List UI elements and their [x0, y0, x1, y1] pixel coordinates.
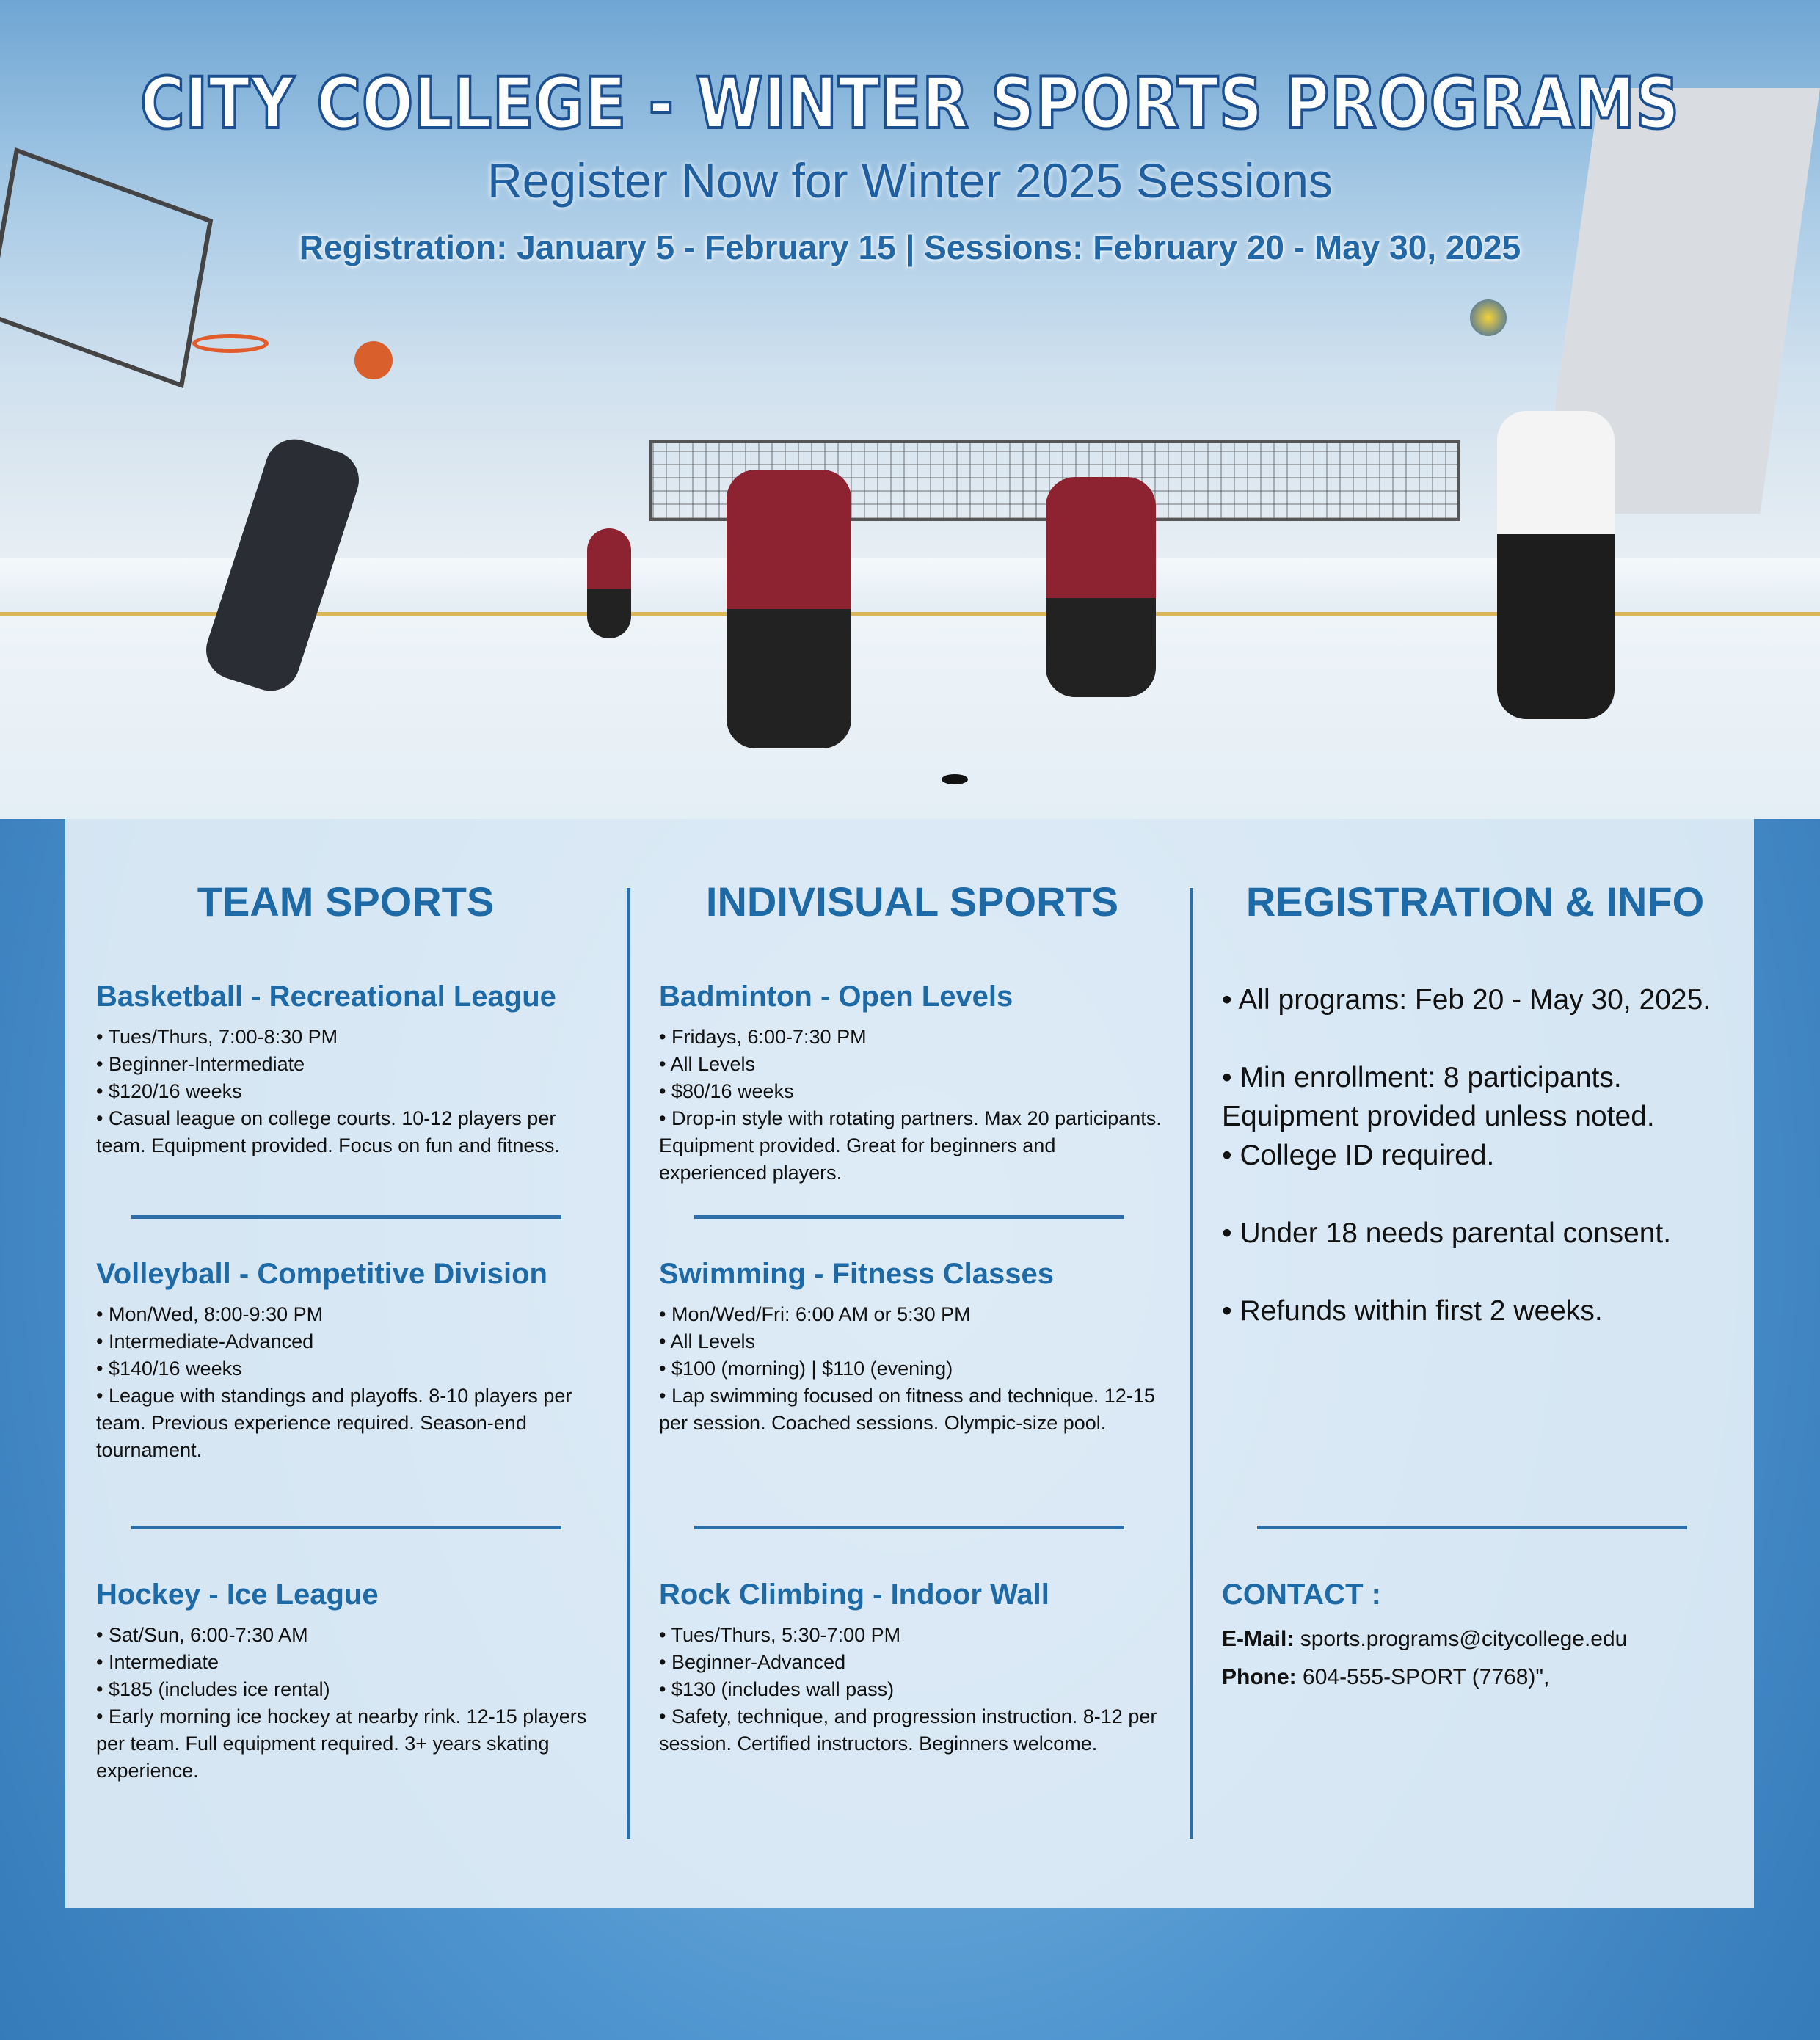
program-schedule: • Mon/Wed, 8:00-9:30 PM: [96, 1303, 324, 1325]
section-separator: [131, 1526, 561, 1529]
program-schedule: • Sat/Sun, 6:00-7:30 AM: [96, 1624, 308, 1646]
program-level: • Beginner-Advanced: [659, 1651, 846, 1673]
column-divider: [627, 888, 630, 1839]
info-item: • All programs: Feb 20 - May 30, 2025.: [1222, 984, 1711, 1016]
program-title: Badminton - Open Levels: [659, 980, 1013, 1013]
program-hockey: [96, 1578, 595, 1785]
individual-sports-column: [659, 878, 1165, 1832]
hockey-player: [727, 470, 851, 748]
program-rock-climbing: [659, 1578, 1165, 1757]
program-description: • League with standings and playoffs. 8-10 players per team. Previous experience required. Season-end tournament.: [96, 1385, 572, 1461]
column-heading: TEAM SPORTS: [197, 878, 495, 925]
info-item: • Under 18 needs parental consent.: [1222, 1217, 1672, 1249]
info-item: • Min enrollment: 8 participants. Equipment provided unless noted.: [1222, 1062, 1655, 1132]
program-price: • $130 (includes wall pass): [659, 1678, 895, 1700]
program-level: • All Levels: [659, 1330, 756, 1352]
program-level: • Intermediate-Advanced: [96, 1330, 314, 1352]
program-schedule: • Fridays, 6:00-7:30 PM: [659, 1026, 867, 1048]
contact-heading: CONTACT :: [1222, 1578, 1381, 1611]
volleyball-player: [1497, 411, 1615, 719]
program-price: • $120/16 weeks: [96, 1080, 242, 1102]
program-description: • Safety, technique, and progression instruction. 8-12 per session. Certified instructors. Beginners welcome.: [659, 1705, 1157, 1755]
column-divider: [1190, 888, 1193, 1839]
team-sports-column: [96, 878, 595, 1832]
program-description: • Early morning ice hockey at nearby rink. 12-15 players per team. Full equipment required. 3+ years skating experience.: [96, 1705, 587, 1782]
program-level: • Beginner-Intermediate: [96, 1053, 305, 1075]
subtitle: Register Now for Winter 2025 Sessions: [487, 153, 1333, 208]
contact-section: [1222, 1578, 1736, 1691]
program-title: Swimming - Fitness Classes: [659, 1258, 1054, 1290]
program-basketball: [96, 980, 595, 1159]
volleyball: [1470, 299, 1507, 336]
page-title: CITY COLLEGE - WINTER SPORTS PROGRAMS: [140, 62, 1680, 145]
program-schedule: • Tues/Thurs, 5:30-7:00 PM: [659, 1624, 901, 1646]
info-item: • Refunds within first 2 weeks.: [1222, 1295, 1603, 1327]
program-description: • Casual league on college courts. 10-12 players per team. Equipment provided. Focus on fun and fitness.: [96, 1107, 560, 1156]
program-description: • Drop-in style with rotating partners. Max 20 participants. Equipment provided. Great for beginners and experienced players.: [659, 1107, 1162, 1184]
section-separator: [1257, 1526, 1687, 1529]
program-price: • $100 (morning) | $110 (evening): [659, 1358, 953, 1380]
info-item: • College ID required.: [1222, 1140, 1495, 1171]
program-schedule: • Mon/Wed/Fri: 6:00 AM or 5:30 PM: [659, 1303, 971, 1325]
program-price: • $140/16 weeks: [96, 1358, 242, 1380]
program-level: • All Levels: [659, 1053, 756, 1075]
hockey-player: [1046, 477, 1156, 697]
phone-label: Phone:: [1222, 1665, 1297, 1689]
program-description: • Lap swimming focused on fitness and technique. 12-15 per session. Coached sessions. Olympic-size pool.: [659, 1385, 1155, 1434]
program-swimming: [659, 1258, 1165, 1437]
hockey-player: [587, 528, 631, 638]
puck: [942, 774, 968, 784]
email-label: E-Mail:: [1222, 1627, 1295, 1651]
registration-info-column: [1222, 878, 1728, 1832]
program-title: Volleyball - Competitive Division: [96, 1258, 547, 1290]
registration-dates: Registration: January 5 - February 15 | Sessions: February 20 - May 30, 2025: [299, 228, 1521, 266]
column-heading: REGISTRATION & INFO: [1245, 878, 1705, 925]
email-link[interactable]: sports.programs@citycollege.edu: [1300, 1627, 1628, 1651]
phone-number: 604-555-SPORT (7768)",: [1303, 1665, 1550, 1689]
program-badminton: [659, 980, 1165, 1187]
basketball: [354, 341, 393, 379]
program-level: • Intermediate: [96, 1651, 219, 1673]
column-heading: INDIVISUAL SPORTS: [705, 878, 1119, 925]
program-title: Rock Climbing - Indoor Wall: [659, 1578, 1049, 1611]
section-separator: [694, 1215, 1124, 1219]
program-price: • $185 (includes ice rental): [96, 1678, 330, 1700]
program-price: • $80/16 weeks: [659, 1080, 794, 1102]
program-title: Basketball - Recreational League: [96, 980, 556, 1013]
hoop-rim: [192, 334, 269, 353]
program-title: Hockey - Ice League: [96, 1578, 379, 1611]
section-separator: [694, 1526, 1124, 1529]
section-separator: [131, 1215, 561, 1219]
program-schedule: • Tues/Thurs, 7:00-8:30 PM: [96, 1026, 338, 1048]
program-volleyball: [96, 1258, 595, 1464]
